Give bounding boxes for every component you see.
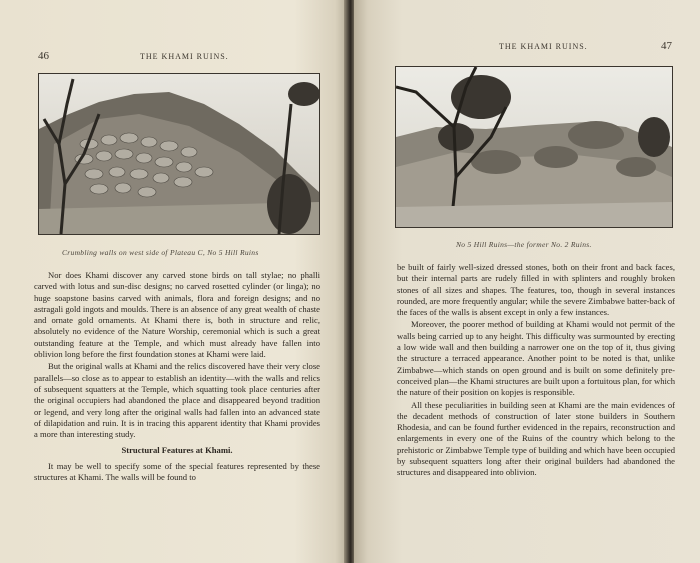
body-text bbox=[397, 262, 675, 479]
paragraph: It may be well to specify some of the special features represented by these structures at Khami. The walls will be found to bbox=[34, 460, 320, 483]
ruins-photo-hill bbox=[395, 66, 673, 228]
ruins-photo-plateau-c bbox=[38, 73, 320, 235]
paragraph: be built of fairly well-sized dressed stones, both on their front and back faces, but their internal parts are rudely filled in with splinters and roughly broken stones of all sizes and shapes. The features, too, though in several instances rounded, are more frequently angular; while the severe Zimbabwe batter-back of the faces of the walls is absent except in only a few instances. bbox=[397, 262, 675, 318]
paragraph: Moreover, the poorer method of building at Khami would not permit of the walls being carried up to any height. This difficulty was surmounted by erecting a low wide wall and then building a narrower one on the top of it, thus giving the structure a terraced appearance. Another point to be noted is that, unlike Zimbabwe—which stands on open ground and is built on some definitely pre-conceived plan—the Khami structures are built upon a fortuitous plan, for which the nature of their position on kopjes is responsible. bbox=[397, 319, 675, 398]
paragraph: But the original walls at Khami and the relics discovered have their very close parallels—so close as to appear to establish an identity—with the walls and relics of subsequent squatters at the Temple, which squatting took place centuries after the original occupiers had abandoned the place and disappeared beyond tradition or legend, and very long after the original walls had fallen into an advanced state of dilapidation and ruin. It is in tracing this apparent identity that Khami provides a more than interesting study. bbox=[34, 361, 320, 440]
page-number: 46 bbox=[38, 50, 49, 62]
photo-caption: No 5 Hill Ruins—the former No. 2 Ruins. bbox=[456, 240, 592, 249]
running-head: THE KHAMI RUINS. bbox=[140, 52, 229, 61]
running-head: THE KHAMI RUINS. bbox=[499, 42, 588, 51]
body-text bbox=[34, 270, 320, 483]
paragraph: All these peculiarities in building seen at Khami are the main evidences of the decadent methods of construction of later stone builders in Southern Rhodesia, and can be found further evidenced in the repairs, reconstruction and enlargements in every one of the Ruins of the country which belong to the prehistoric or Zimbabwe Temple type of building and which have been occupied by subsequent squatters long after their original builders had abandoned the structures and disappeared into oblivion. bbox=[397, 399, 675, 478]
section-subheading: Structural Features at Khami. bbox=[121, 445, 233, 456]
photo-caption: Crumbling walls on west side of Plateau C, No 5 Hill Ruins bbox=[62, 248, 259, 257]
paragraph: Nor does Khami discover any carved stone birds on tall stylae; no phalli carved with lotus and sun-disc designs; no carved rosetted cylinder (or linga); no huge soapstone basins carved with animals, flora and foreign designs; and no astragali gold ingots and moulds. There is an absence of any great wealth of chaste and ornate gold ornaments. At Khami there is, both in structure and relic, absolutely no evidence of the Nature Worship, ceremonial which is such a great outstanding feature at the Temple, and which must already have fallen into oblivion long before the first foundation stones at Khami were laid. bbox=[34, 270, 320, 360]
left-page bbox=[0, 0, 346, 563]
page-number: 47 bbox=[661, 40, 672, 52]
right-page bbox=[354, 0, 700, 563]
